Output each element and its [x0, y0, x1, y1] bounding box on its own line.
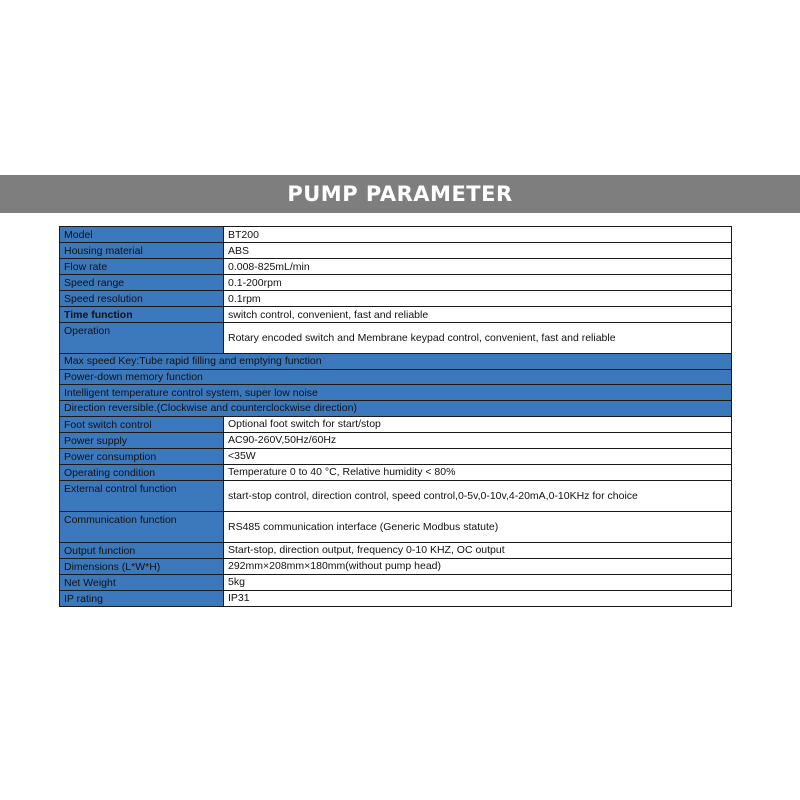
table-row-feature-direction — [60, 401, 732, 417]
spec-label-time-function: Time function — [60, 307, 224, 323]
spec-label-flow-rate: Flow rate — [60, 259, 224, 275]
table-row-operating-condition — [60, 464, 732, 480]
spec-value-dimensions: 292mm×208mm×180mm(without pump head) — [224, 558, 732, 574]
spec-label-output-function: Output function — [60, 542, 224, 558]
spec-value-foot-switch: Optional foot switch for start/stop — [224, 416, 732, 432]
spec-label-speed-range: Speed range — [60, 275, 224, 291]
spec-value-ip-rating: IP31 — [224, 590, 732, 606]
table-row-power-consumption — [60, 448, 732, 464]
table-row-power-supply — [60, 432, 732, 448]
table-row-feature-max-speed — [60, 354, 732, 370]
spec-value-communication: RS485 communication interface (Generic Modbus statute) — [224, 511, 732, 542]
spec-label-foot-switch: Foot switch control — [60, 416, 224, 432]
feature-direction: Direction reversible.(Clockwise and counterclockwise direction) — [60, 401, 732, 417]
spec-value-power-consumption: <35W — [224, 448, 732, 464]
table-row-speed-range — [60, 275, 732, 291]
feature-max-speed: Max speed Key:Tube rapid filling and emptying function — [60, 354, 732, 370]
table-row-flow-rate — [60, 259, 732, 275]
spec-label-communication: Communication function — [60, 511, 224, 542]
table-row-model — [60, 227, 732, 243]
spec-label-external-control: External control function — [60, 480, 224, 511]
spec-value-power-supply: AC90-260V,50Hz/60Hz — [224, 432, 732, 448]
table-row-net-weight — [60, 574, 732, 590]
spec-value-output-function: Start-stop, direction output, frequency 0-10 KHZ, OC output — [224, 542, 732, 558]
spec-value-time-function: switch control, convenient, fast and reliable — [224, 307, 732, 323]
table-row-feature-power-down — [60, 369, 732, 385]
spec-label-net-weight: Net Weight — [60, 574, 224, 590]
table-row-communication — [60, 511, 732, 542]
spec-value-external-control: start-stop control, direction control, speed control,0-5v,0-10v,4-20mA,0-10KHz for choice — [224, 480, 732, 511]
table-row-feature-temperature — [60, 385, 732, 401]
spec-value-housing-material: ABS — [224, 243, 732, 259]
table-row-foot-switch — [60, 416, 732, 432]
spec-value-model: BT200 — [224, 227, 732, 243]
spec-label-dimensions: Dimensions (L*W*H) — [60, 558, 224, 574]
spec-label-operating-condition: Operating condition — [60, 464, 224, 480]
spec-label-power-supply: Power supply — [60, 432, 224, 448]
table-row-ip-rating — [60, 590, 732, 606]
spec-label-speed-resolution: Speed resolution — [60, 291, 224, 307]
spec-value-speed-range: 0.1-200rpm — [224, 275, 732, 291]
spec-value-operating-condition: Temperature 0 to 40 °C, Relative humidity < 80% — [224, 464, 732, 480]
table-row-speed-resolution — [60, 291, 732, 307]
pump-parameter-table — [59, 226, 732, 607]
table-row-external-control — [60, 480, 732, 511]
spec-label-ip-rating: IP rating — [60, 590, 224, 606]
table-row-housing-material — [60, 243, 732, 259]
spec-value-net-weight: 5kg — [224, 574, 732, 590]
spec-value-flow-rate: 0.008-825mL/min — [224, 259, 732, 275]
spec-label-operation: Operation — [60, 323, 224, 354]
page-title: PUMP PARAMETER — [287, 182, 513, 206]
spec-value-speed-resolution: 0.1rpm — [224, 291, 732, 307]
spec-value-operation: Rotary encoded switch and Membrane keypad control, convenient, fast and reliable — [224, 323, 732, 354]
table-row-dimensions — [60, 558, 732, 574]
table-row-output-function — [60, 542, 732, 558]
table-row-time-function — [60, 307, 732, 323]
spec-label-model: Model — [60, 227, 224, 243]
feature-temperature: Intelligent temperature control system, super low noise — [60, 385, 732, 401]
spec-label-power-consumption: Power consumption — [60, 448, 224, 464]
title-banner — [0, 175, 800, 213]
spec-label-housing-material: Housing material — [60, 243, 224, 259]
table-row-operation — [60, 323, 732, 354]
feature-power-down: Power-down memory function — [60, 369, 732, 385]
